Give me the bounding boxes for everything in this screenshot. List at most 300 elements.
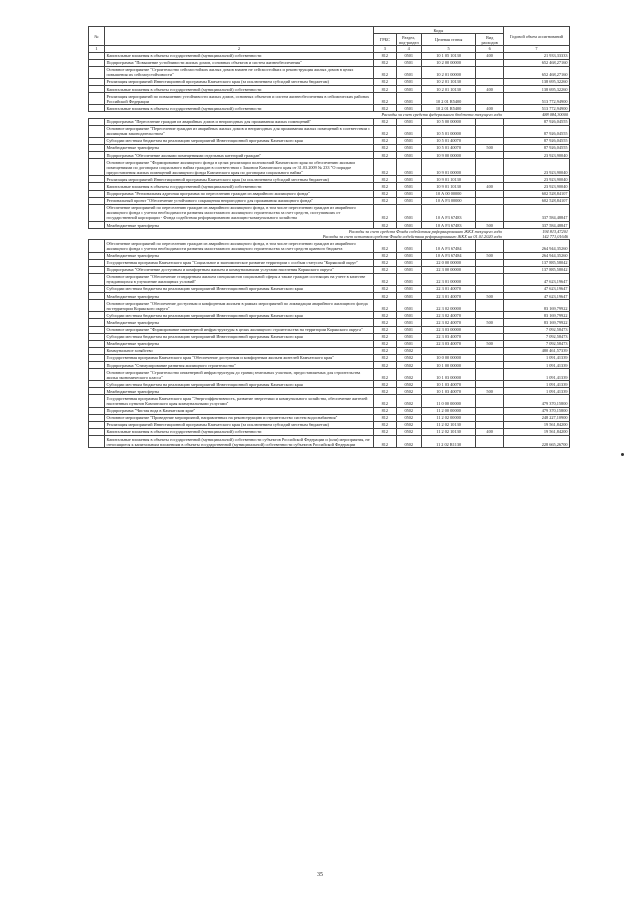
row-num-cell xyxy=(89,428,105,435)
row-name: Реализация мероприятий Инвестиционной программы Камчатского края (за исключением субсидий местным бюджетам) xyxy=(104,176,373,183)
row-num-cell xyxy=(89,395,105,407)
row-grbs: 812 xyxy=(373,197,396,204)
row-grbs: 812 xyxy=(373,369,396,381)
header-name-blank xyxy=(104,27,373,46)
row-num-cell xyxy=(89,354,105,361)
row-name: Основное мероприятие "Строительство сейсмостойких жилых домов взамен не сейсмостойких и реконструкция жилых домов в целях повышения их сейсмоустойчивости" xyxy=(104,66,373,78)
row-expense xyxy=(476,118,503,125)
row-target: 22 0 00 00000 xyxy=(421,259,476,266)
row-num-cell xyxy=(89,369,105,381)
row-expense xyxy=(476,152,503,159)
row-num-cell xyxy=(89,78,105,85)
row-name: Субсидии местным бюджетам на реализацию мероприятий Инвестиционной программы Камчатского края xyxy=(104,285,373,292)
row-num-cell xyxy=(89,137,105,144)
row-amount: 337 584,48847 xyxy=(503,204,569,221)
row-name: Капитальные вложения в объекты государственной (муниципальной) собственности xyxy=(104,428,373,435)
row-name: Межбюджетные трансферты xyxy=(104,340,373,347)
row-num-cell xyxy=(89,436,105,448)
row-target: 22 3 00 00000 xyxy=(421,266,476,273)
row-grbs: 812 xyxy=(373,333,396,340)
row-name: Межбюджетные трансферты xyxy=(104,293,373,300)
row-expense xyxy=(476,266,503,273)
row-num-cell xyxy=(89,144,105,151)
row-num-cell xyxy=(89,293,105,300)
table-row xyxy=(89,144,570,151)
row-expense: 400 xyxy=(476,183,503,190)
row-section: 0501 xyxy=(396,326,421,333)
row-target: 22 3 02 40070 xyxy=(421,312,476,319)
row-target: 10 2 01 R5400 xyxy=(421,93,476,105)
row-section: 0501 xyxy=(396,293,421,300)
row-num-cell xyxy=(89,414,105,421)
table-row xyxy=(89,326,570,333)
row-amount: 513 772,94900 xyxy=(503,105,569,112)
row-expense: 400 xyxy=(476,86,503,93)
row-name: Подпрограмма "Стимулирование развития жилищного строительства" xyxy=(104,362,373,369)
table-row xyxy=(89,340,570,347)
row-expense xyxy=(476,159,503,176)
row-target: 22 3 01 40070 xyxy=(421,293,476,300)
row-section: 0502 xyxy=(396,428,421,435)
row-section: 0501 xyxy=(396,105,421,112)
row-section: 0502 xyxy=(396,421,421,428)
row-target: 10 5 00 00000 xyxy=(421,118,476,125)
row-num-cell xyxy=(89,118,105,125)
table-row xyxy=(89,436,570,448)
row-grbs: 812 xyxy=(373,152,396,159)
row-amount: 137 885,58042 xyxy=(503,266,569,273)
row-grbs: 812 xyxy=(373,59,396,66)
row-num-cell xyxy=(89,152,105,159)
row-num-cell xyxy=(89,197,105,204)
row-expense: 400 xyxy=(476,105,503,112)
row-name: Обеспечение мероприятий по переселению граждан из аварийного жилищного фонда, в том числе переселению граждан из аварийного жилищного фонда с учетом необходимости развития малоэтажного жилищного строительства за счет средств краевого бюджета xyxy=(104,240,373,252)
row-name: Капитальные вложения в объекты государственной (муниципальной) собственности xyxy=(104,105,373,112)
table-row xyxy=(89,52,570,59)
row-amount: 480 461,57339 xyxy=(503,347,569,354)
table-row xyxy=(89,395,570,407)
row-target: 10 А F3 67483 xyxy=(421,204,476,221)
row-expense: 500 xyxy=(476,388,503,395)
row-amount: 479 370,15800 xyxy=(503,407,569,414)
row-name: Субсидии местным бюджетам на реализацию мероприятий Инвестиционной программы Камчатского края xyxy=(104,312,373,319)
row-expense xyxy=(476,333,503,340)
column-index: 1 xyxy=(89,46,105,52)
table-row xyxy=(89,183,570,190)
row-expense xyxy=(476,93,503,105)
row-num-cell xyxy=(89,319,105,326)
row-name: Государственная программа Камчатского края "Социальное и экономическое развитие территории с особым статусом "Корякский округ" xyxy=(104,259,373,266)
table-row xyxy=(89,222,570,229)
row-num-cell xyxy=(89,407,105,414)
row-name: Основное мероприятие "Проведение мероприятий, направленных на реконструкцию и строительство систем водоснабжения" xyxy=(104,414,373,421)
row-expense xyxy=(476,59,503,66)
row-amount: 87 926,04555 xyxy=(503,137,569,144)
table-row xyxy=(89,137,570,144)
row-amount: 23 923,90040 xyxy=(503,176,569,183)
row-target: 10 1 03 40070 xyxy=(421,381,476,388)
row-num-cell xyxy=(89,222,105,229)
row-num-cell xyxy=(89,285,105,292)
row-amount: 23 923,90040 xyxy=(503,183,569,190)
row-grbs: 812 xyxy=(373,414,396,421)
row-target: 10 А 00 00000 xyxy=(421,190,476,197)
table-body xyxy=(89,52,570,448)
row-expense xyxy=(476,273,503,285)
row-name: Подпрограмма "Переселение граждан из аварийных домов и непригодных для проживания жилых помещений" xyxy=(104,118,373,125)
row-section: 0501 xyxy=(396,144,421,151)
row-expense xyxy=(476,66,503,78)
row-amount: 19 561,84200 xyxy=(503,428,569,435)
row-section: 0502 xyxy=(396,347,421,354)
row-expense: 500 xyxy=(476,252,503,259)
row-expense xyxy=(476,421,503,428)
row-expense xyxy=(476,362,503,369)
row-grbs: 812 xyxy=(373,388,396,395)
row-grbs: 812 xyxy=(373,300,396,312)
row-num-cell xyxy=(89,93,105,105)
row-grbs: 812 xyxy=(373,273,396,285)
row-target: 10 5 01 40070 xyxy=(421,144,476,151)
row-section: 0502 xyxy=(396,395,421,407)
row-grbs: 812 xyxy=(373,319,396,326)
row-num-cell xyxy=(89,125,105,137)
row-expense xyxy=(476,240,503,252)
row-grbs: 812 xyxy=(373,436,396,448)
row-amount: 264 944,35260 xyxy=(503,252,569,259)
row-name: Капитальные вложения в объекты государственной (муниципальной) собственности xyxy=(104,52,373,59)
row-expense xyxy=(476,197,503,204)
row-num-cell xyxy=(89,347,105,354)
table-row xyxy=(89,59,570,66)
row-grbs: 812 xyxy=(373,137,396,144)
row-name: Межбюджетные трансферты xyxy=(104,252,373,259)
note-amount: 488 084,30000 xyxy=(542,112,568,118)
row-num-cell xyxy=(89,421,105,428)
row-grbs: 812 xyxy=(373,340,396,347)
note-amount: 142 771,01646 xyxy=(542,234,568,240)
row-num-cell xyxy=(89,333,105,340)
row-expense: 400 xyxy=(476,428,503,435)
row-num-cell xyxy=(89,190,105,197)
row-target: 11 2 02 10130 xyxy=(421,428,476,435)
table-row xyxy=(89,285,570,292)
row-amount: 652 468,27160 xyxy=(503,66,569,78)
row-section: 0501 xyxy=(396,333,421,340)
table-row xyxy=(89,407,570,414)
row-target: 22 3 01 00000 xyxy=(421,273,476,285)
row-num-cell xyxy=(89,300,105,312)
row-amount: 19 561,84200 xyxy=(503,421,569,428)
row-target: 22 3 02 40070 xyxy=(421,319,476,326)
row-name: Подпрограмма "Обеспечение доступным и комфортным жильем и коммунальными услугами населения Корякского округа" xyxy=(104,266,373,273)
row-target: 10 2 00 00000 xyxy=(421,59,476,66)
row-name: Подпрограмма "Повышение устойчивости жилых домов, основных объектов и систем жизнеобеспечения" xyxy=(104,59,373,66)
row-target: 11 2 00 00000 xyxy=(421,407,476,414)
row-amount: 652 468,27160 xyxy=(503,59,569,66)
row-section: 0501 xyxy=(396,204,421,221)
row-name: Подпрограмма "Чистая вода в Камчатском крае" xyxy=(104,407,373,414)
row-section: 0501 xyxy=(396,152,421,159)
note-text: Расходы за счет средств Фонда содействия реформированию ЖКХ текущего года xyxy=(348,229,502,235)
row-amount: 47 623,19647 xyxy=(503,273,569,285)
row-name: Капитальные вложения в объекты государственной (муниципальной) собственности xyxy=(104,183,373,190)
row-target: 10 1 05 10130 xyxy=(421,52,476,59)
header-amount: Годовой объем ассигнований xyxy=(503,27,569,46)
row-target: 11 2 02 R1130 xyxy=(421,436,476,448)
table-row xyxy=(89,105,570,112)
row-amount: 87 926,04555 xyxy=(503,125,569,137)
row-expense xyxy=(476,204,503,221)
table-row xyxy=(89,190,570,197)
row-section: 0501 xyxy=(396,59,421,66)
table-row xyxy=(89,273,570,285)
row-grbs: 812 xyxy=(373,125,396,137)
table-row xyxy=(89,66,570,78)
row-target: 10 1 03 00000 xyxy=(421,369,476,381)
row-target: 10 9 01 10130 xyxy=(421,176,476,183)
table-row xyxy=(89,319,570,326)
row-grbs: 812 xyxy=(373,407,396,414)
table-row xyxy=(89,381,570,388)
table-row xyxy=(89,333,570,340)
row-amount: 23 923,90040 xyxy=(503,159,569,176)
row-name: Обеспечение мероприятий по переселению граждан из аварийного жилищного фонда, в том числе переселению граждан из аварийного жилищного фонда с учетом необходимости развития малоэтажного жилищного строительства за счет средств, поступивших от государственной корпорации - Фонда содействия реформированию жилищно-коммунального хозяйства xyxy=(104,204,373,221)
row-grbs: 812 xyxy=(373,86,396,93)
table-row xyxy=(89,86,570,93)
row-section: 0502 xyxy=(396,436,421,448)
row-expense: 500 xyxy=(476,222,503,229)
row-expense: 500 xyxy=(476,340,503,347)
header-row-top xyxy=(89,27,570,34)
row-num-cell xyxy=(89,204,105,221)
row-grbs: 812 xyxy=(373,78,396,85)
row-grbs: 812 xyxy=(373,428,396,435)
row-expense xyxy=(476,285,503,292)
row-section: 0502 xyxy=(396,381,421,388)
row-grbs: 812 xyxy=(373,222,396,229)
row-amount: 479 370,15800 xyxy=(503,395,569,407)
note-amount: 194 813,47201 xyxy=(542,229,568,235)
table-row xyxy=(89,78,570,85)
row-num-cell xyxy=(89,273,105,285)
row-target: 11 2 02 10130 xyxy=(421,421,476,428)
row-target: 10 9 00 00000 xyxy=(421,152,476,159)
row-expense xyxy=(476,190,503,197)
row-section: 0501 xyxy=(396,319,421,326)
row-section: 0502 xyxy=(396,388,421,395)
row-name: Межбюджетные трансферты xyxy=(104,319,373,326)
row-amount: 137 885,58042 xyxy=(503,259,569,266)
row-num-cell xyxy=(89,259,105,266)
table-row xyxy=(89,300,570,312)
row-target: 10 А F3 67484 xyxy=(421,240,476,252)
row-grbs: 812 xyxy=(373,395,396,407)
table-row xyxy=(89,252,570,259)
table-row xyxy=(89,388,570,395)
row-section: 0502 xyxy=(396,414,421,421)
row-amount: 1 091,41339 xyxy=(503,381,569,388)
row-target: 22 3 03 00000 xyxy=(421,326,476,333)
row-amount: 1 091,41339 xyxy=(503,388,569,395)
header-target: Целевая статья xyxy=(421,34,476,46)
row-grbs: 812 xyxy=(373,381,396,388)
row-expense xyxy=(476,176,503,183)
row-grbs: 812 xyxy=(373,354,396,361)
row-name: Государственная программа Камчатского края "Обеспечение доступным и комфортным жильем жителей Камчатского края" xyxy=(104,354,373,361)
row-target: 10 9 01 10130 xyxy=(421,183,476,190)
row-name: Субсидии местным бюджетам на реализацию мероприятий Инвестиционной программы Камчатского края xyxy=(104,381,373,388)
row-num-cell xyxy=(89,266,105,273)
row-expense: 500 xyxy=(476,293,503,300)
row-amount: 7 092,58473 xyxy=(503,326,569,333)
row-expense: 500 xyxy=(476,144,503,151)
row-expense xyxy=(476,354,503,361)
row-grbs: 812 xyxy=(373,118,396,125)
table-row xyxy=(89,197,570,204)
row-name: Капитальные вложения в объекты государственной (муниципальной) собственности субъектов Российской Федерации и (или) мероприятия, не относящиеся к капитальным вложениям в объекты государственной (муниципальной) собственности субъектов Российской Федерации xyxy=(104,436,373,448)
row-grbs: 812 xyxy=(373,259,396,266)
column-index: 5 xyxy=(421,46,476,52)
row-name: Межбюджетные трансферты xyxy=(104,388,373,395)
row-grbs: 812 xyxy=(373,326,396,333)
row-expense xyxy=(476,300,503,312)
column-index: 7 xyxy=(503,46,569,52)
row-expense xyxy=(476,369,503,381)
column-index: 2 xyxy=(104,46,373,52)
table-row xyxy=(89,266,570,273)
row-section: 0501 xyxy=(396,125,421,137)
header-section: Раздел, под-раздел xyxy=(396,34,421,46)
row-grbs: 812 xyxy=(373,176,396,183)
page-number: 35 xyxy=(317,872,323,878)
row-num-cell xyxy=(89,388,105,395)
row-expense xyxy=(476,125,503,137)
row-target: 10 2 01 R5400 xyxy=(421,105,476,112)
row-section: 0501 xyxy=(396,312,421,319)
row-name: Основное мероприятие "Формирование инженерной инфраструктуры в целях жилищного строительства на территории Корякского округа" xyxy=(104,326,373,333)
row-name: Основное мероприятие "Формирование жилищного фонда в целях реализации полномочий Камчатского края по обеспечению жилыми помещениями по договорам социального найма граждан в соответствии с Законом Камчатского края от 31.03.2009 № 233 "О порядке предоставления жилых помещений жилищного фонда Камчатского края по договорам социального найма" xyxy=(104,159,373,176)
table-row xyxy=(89,118,570,125)
row-amount: 7 092,58473 xyxy=(503,333,569,340)
table-row xyxy=(89,159,570,176)
row-amount: 513 772,94900 xyxy=(503,93,569,105)
table-row xyxy=(89,354,570,361)
row-amount: 23 923,90040 xyxy=(503,152,569,159)
row-target: 10 9 01 00000 xyxy=(421,159,476,176)
row-amount: 47 623,19647 xyxy=(503,293,569,300)
row-num-cell xyxy=(89,86,105,93)
row-grbs: 812 xyxy=(373,159,396,176)
row-name: Основное мероприятие "Строительство инженерной инфраструктуры до границ земельных участков, предоставляемых для строительства жилья экономического класса" xyxy=(104,369,373,381)
row-amount: 7 092,58473 xyxy=(503,340,569,347)
row-num-cell xyxy=(89,176,105,183)
row-section: 0501 xyxy=(396,176,421,183)
row-amount: 1 091,41339 xyxy=(503,369,569,381)
row-target: 10 2 01 10130 xyxy=(421,86,476,93)
row-section: 0501 xyxy=(396,118,421,125)
row-target: 11 2 02 00000 xyxy=(421,414,476,421)
row-amount: 87 926,04555 xyxy=(503,144,569,151)
row-expense xyxy=(476,347,503,354)
row-name: Основное мероприятие "Обеспечение доступным и комфортным жильем в рамках мероприятий по ликвидации аварийного жилищного фонда на территории Корякского округа" xyxy=(104,300,373,312)
row-amount: 21 933,33333 xyxy=(503,52,569,59)
row-section: 0501 xyxy=(396,222,421,229)
row-name: Региональный проект "Обеспечение устойчивого сокращения непригодного для проживания жилищного фонда" xyxy=(104,197,373,204)
row-amount: 83 169,79922 xyxy=(503,300,569,312)
row-expense xyxy=(476,407,503,414)
row-amount: 138 695,32260 xyxy=(503,78,569,85)
row-num-cell xyxy=(89,326,105,333)
table-row xyxy=(89,204,570,221)
row-name: Основное мероприятие "Переселение граждан из аварийных жилых домов и непригодных для проживания жилых помещений в соответствии с жилищным законодательством" xyxy=(104,125,373,137)
row-expense: 500 xyxy=(476,319,503,326)
row-section: 0501 xyxy=(396,190,421,197)
row-grbs: 812 xyxy=(373,252,396,259)
row-target: 10 2 01 00000 xyxy=(421,66,476,78)
row-amount: 138 695,32260 xyxy=(503,86,569,93)
row-target: 10 1 00 00000 xyxy=(421,362,476,369)
row-name: Реализация мероприятий Инвестиционной программы Камчатского края (за исключением субсидий местным бюджетам) xyxy=(104,421,373,428)
row-name: Коммунальное хозяйство xyxy=(104,347,373,354)
row-section: 0501 xyxy=(396,86,421,93)
row-grbs: 812 xyxy=(373,362,396,369)
row-amount: 1 091,41339 xyxy=(503,354,569,361)
row-amount: 337 584,48847 xyxy=(503,222,569,229)
row-amount: 47 623,19647 xyxy=(503,285,569,292)
row-expense xyxy=(476,259,503,266)
row-grbs: 812 xyxy=(373,347,396,354)
row-target: 10 1 03 40070 xyxy=(421,388,476,395)
row-grbs: 812 xyxy=(373,293,396,300)
header-expense: Вид расходов xyxy=(476,34,503,46)
row-section: 0501 xyxy=(396,137,421,144)
table-row xyxy=(89,428,570,435)
row-name: Межбюджетные трансферты xyxy=(104,144,373,151)
note-text: Расходы за счет средств федерального бюджета текущего года xyxy=(381,112,502,118)
row-expense xyxy=(476,436,503,448)
row-section: 0501 xyxy=(396,259,421,266)
row-target: 10 5 01 00000 xyxy=(421,125,476,137)
row-num-cell xyxy=(89,52,105,59)
column-index: 6 xyxy=(476,46,503,52)
row-section: 0501 xyxy=(396,197,421,204)
row-num-cell xyxy=(89,362,105,369)
row-grbs: 812 xyxy=(373,66,396,78)
row-name: Межбюджетные трансферты xyxy=(104,222,373,229)
row-num-cell xyxy=(89,105,105,112)
row-grbs: 812 xyxy=(373,421,396,428)
row-amount: 83 169,79922 xyxy=(503,319,569,326)
table-row xyxy=(89,240,570,252)
row-section: 0502 xyxy=(396,354,421,361)
table-row xyxy=(89,152,570,159)
row-amount: 248 227,10900 xyxy=(503,414,569,421)
table-row xyxy=(89,347,570,354)
row-name: Подпрограмма "Обеспечение жилыми помещениями отдельных категорий граждан" xyxy=(104,152,373,159)
row-name: Государственная программа Камчатского края "Энергоэффективность, развитие энергетики и коммунального хозяйства, обеспечение жителей населенных пунктов Камчатского края коммунальными услугами" xyxy=(104,395,373,407)
row-target xyxy=(421,347,476,354)
row-grbs: 812 xyxy=(373,190,396,197)
row-section: 0501 xyxy=(396,52,421,59)
row-expense xyxy=(476,326,503,333)
row-target: 10 А F3 00000 xyxy=(421,197,476,204)
table-row xyxy=(89,293,570,300)
table-row xyxy=(89,93,570,105)
header-grbs: ГРБС xyxy=(373,34,396,46)
row-amount: 1 091,41339 xyxy=(503,362,569,369)
document-sheet xyxy=(88,26,570,448)
